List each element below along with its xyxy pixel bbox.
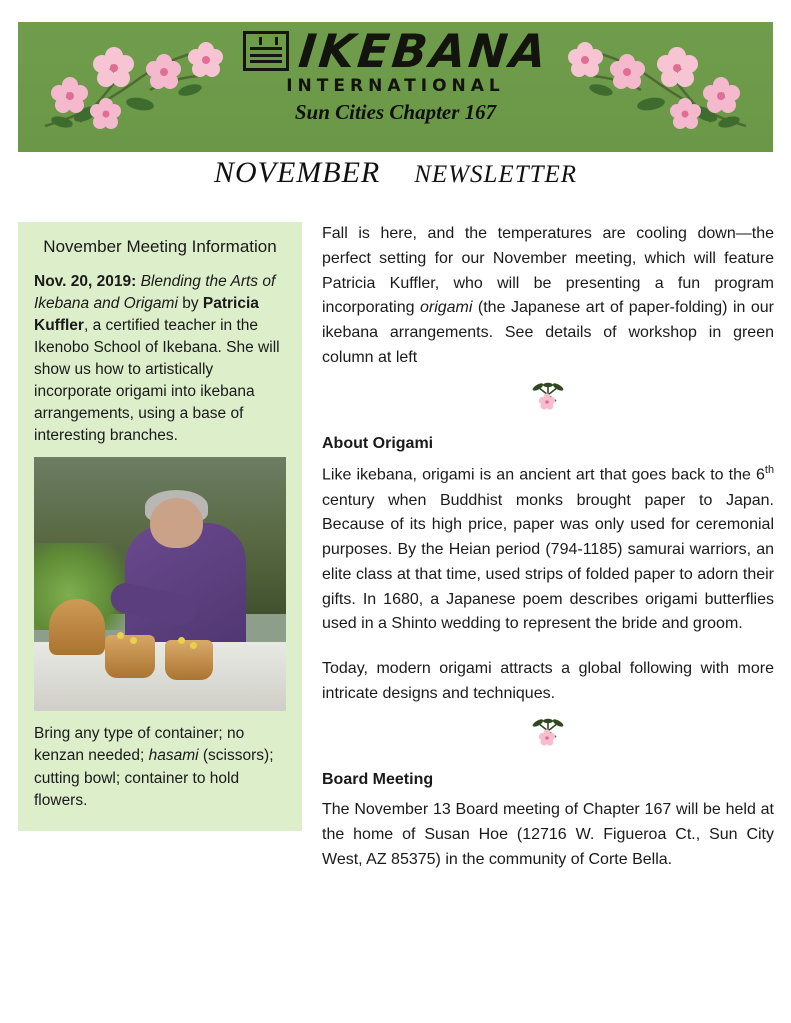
title-month: NOVEMBER	[213, 156, 381, 189]
board-meeting-paragraph: The November 13 Board meeting of Chapter 167 will be held at the home of Susan Hoe (12716 W. Figueroa Ct., Sun City West, AZ 85375) in the community of Corte Bella.	[322, 801, 774, 869]
cherry-blossom-branch-right-icon	[551, 30, 751, 142]
sub-wordmark: INTERNATIONAL	[286, 76, 505, 96]
lead-part-2: (the Japanese art of paper-folding) in our ikebana arrangements. See details of workshop in green column at left	[322, 299, 774, 366]
meeting-topic: Blending the Arts of Ikebana and Origami	[34, 272, 276, 312]
meeting-date: Nov. 20, 2019:	[34, 272, 137, 290]
by-word: by	[182, 294, 199, 312]
presenter-description: , a certified teacher in the Ikenobo School of Ikebana. She will show us how to artistically incorporate origami into ikebana arrangements, using a base of interesting branches.	[34, 316, 280, 444]
meeting-details-paragraph	[34, 271, 286, 447]
ikebana-logo-mark-icon	[243, 31, 289, 71]
lead-italic-origami: origami	[419, 299, 473, 317]
lead-part-1: Fall is here, and the temperatures are cooling down—the perfect setting for our November meeting, which will feature Patricia Kuffler, who will be presenting a fun program incorporating	[322, 225, 774, 317]
cherry-blossom-branch-left-icon	[40, 30, 240, 142]
wordmark: IKEBANA	[295, 24, 552, 78]
cherry-blossom-divider-icon	[528, 381, 568, 411]
meeting-info-heading: November Meeting Information	[43, 237, 277, 256]
page-title	[0, 156, 791, 190]
ikebana-logo	[226, 24, 566, 125]
main-article-column	[322, 222, 774, 879]
lead-paragraph	[322, 222, 774, 371]
board-meeting-heading: Board Meeting	[322, 770, 434, 788]
header-banner	[18, 22, 773, 152]
about-origami-paragraph-2: Today, modern origami attracts a global following with more intricate designs and techniques.	[322, 660, 774, 703]
chapter-line: Sun Cities Chapter 167	[294, 100, 497, 124]
ikebana-demonstration-photo	[34, 457, 286, 711]
bring-text-2: (scissors); cutting bowl; container to hold flowers.	[34, 747, 274, 810]
about-origami-text-b: century when Buddhist monks brought paper to Japan. Because of its high price, paper was only used for ceremonial purposes. By the Heian period (794-1185) samurai warriors, an elite class at that time, used strips of folded paper to adorn their gifts. In 1680, a Japanese poem describes origami butterflies used in a Shinto wedding to represent the bride and groom.	[322, 491, 774, 633]
about-origami-text-a: Like ikebana, origami is an ancient art that goes back to the 6	[322, 466, 765, 484]
cherry-blossom-divider-icon	[528, 717, 568, 747]
blossom-divider-2	[322, 717, 774, 756]
ordinal-suffix: th	[764, 464, 774, 477]
title-newsletter: NEWSLETTER	[414, 161, 578, 188]
bring-text-1: Bring any type of container; no kenzan needed;	[34, 724, 245, 765]
presenter-name: Patricia Kuffler	[34, 294, 259, 334]
about-origami-heading: About Origami	[322, 434, 434, 452]
about-origami-paragraph-1	[322, 462, 774, 637]
meeting-info-panel	[18, 222, 302, 831]
bring-items-paragraph	[34, 723, 286, 813]
bring-italic-hasami: hasami	[148, 747, 199, 765]
blossom-divider-1	[322, 381, 774, 420]
